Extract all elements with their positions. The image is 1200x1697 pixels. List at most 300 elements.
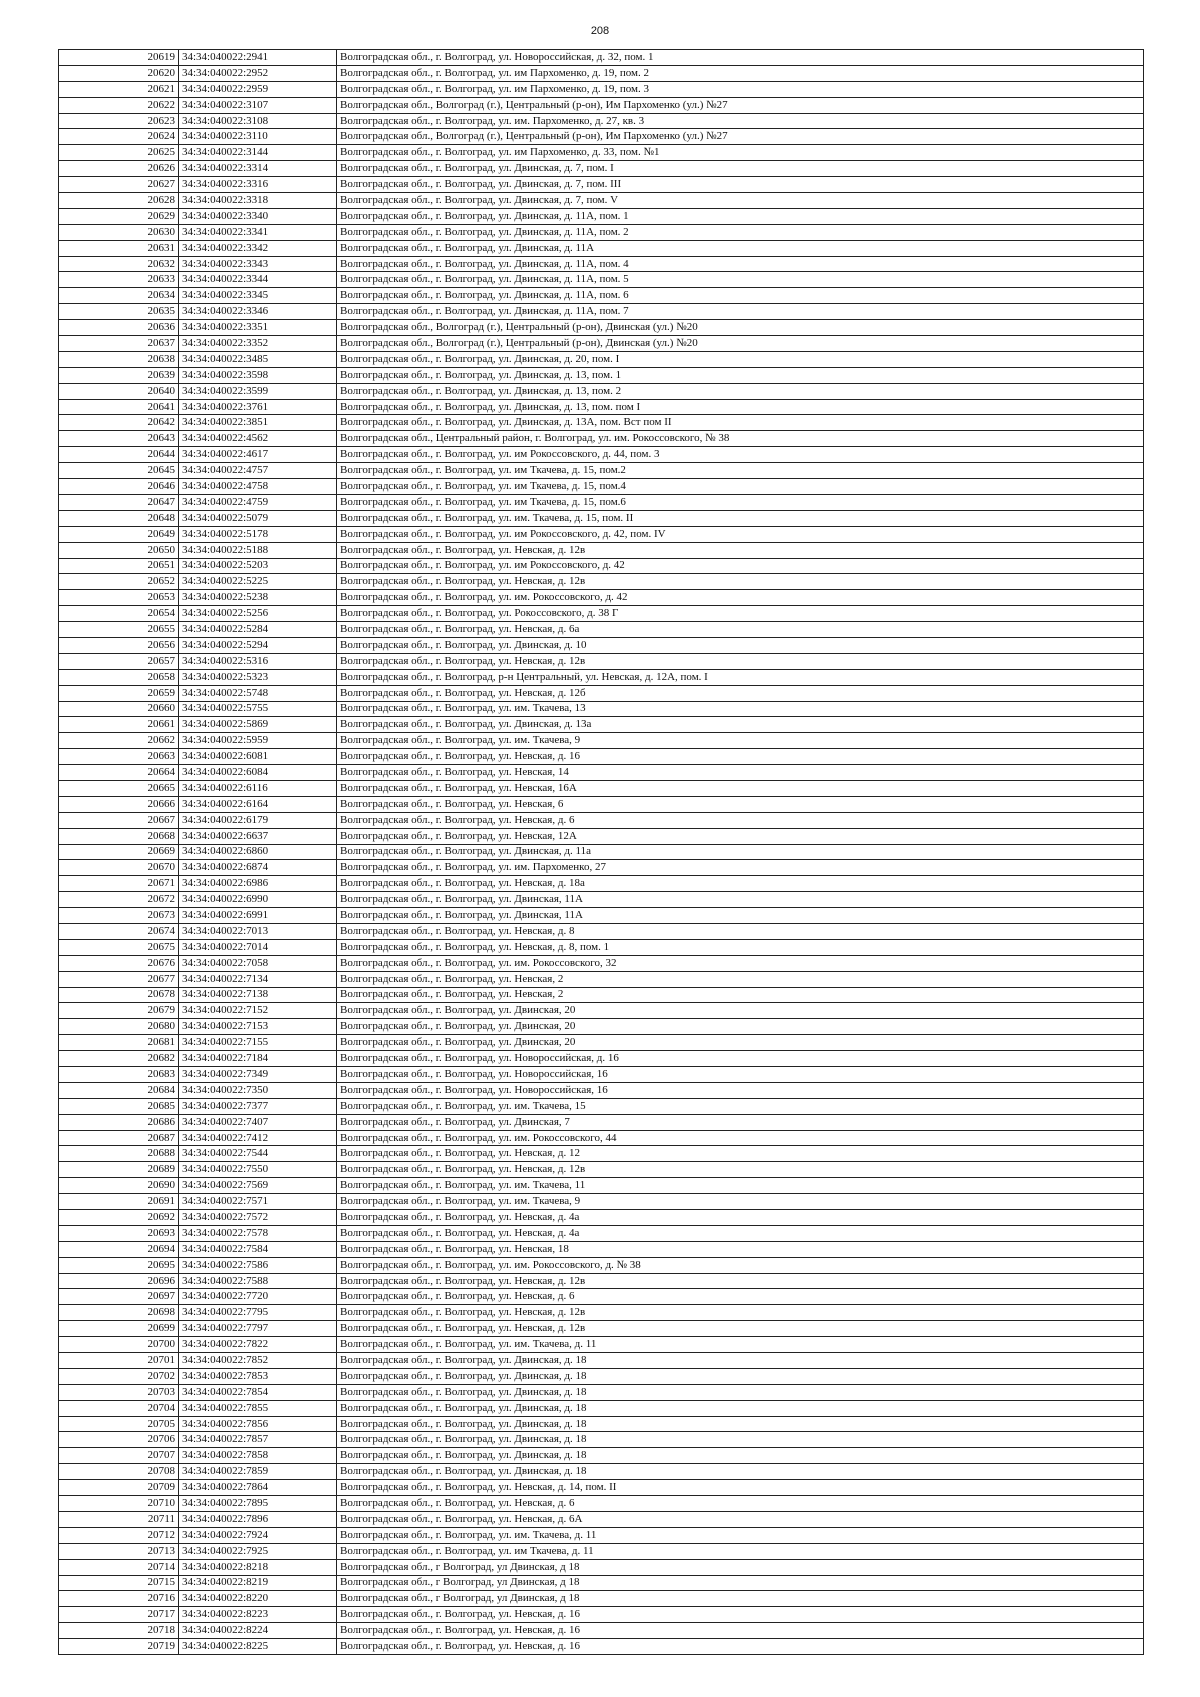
address: Волгоградская обл., г. Волгоград, ул. Невская, д. 16 — [337, 1639, 1144, 1655]
row-number: 20666 — [59, 796, 179, 812]
table-row — [59, 939, 1144, 955]
table-row — [59, 876, 1144, 892]
row-number: 20631 — [59, 240, 179, 256]
row-number: 20703 — [59, 1384, 179, 1400]
table-row — [59, 272, 1144, 288]
address: Волгоградская обл., г. Волгоград, ул. Двинская, д. 13а — [337, 717, 1144, 733]
table-row — [59, 81, 1144, 97]
cadastral-number: 34:34:040022:5755 — [179, 701, 337, 717]
row-number: 20669 — [59, 844, 179, 860]
row-number: 20691 — [59, 1194, 179, 1210]
cadastral-number: 34:34:040022:3342 — [179, 240, 337, 256]
row-number: 20687 — [59, 1130, 179, 1146]
address: Волгоградская обл., г. Волгоград, ул. Новороссийская, д. 32, пом. 1 — [337, 50, 1144, 66]
row-number: 20665 — [59, 780, 179, 796]
row-number: 20620 — [59, 65, 179, 81]
address: Волгоградская обл., г. Волгоград, ул. Невская, 18 — [337, 1241, 1144, 1257]
address: Волгоградская обл., г. Волгоград, ул. им Рокоссовского, д. 42, пом. IV — [337, 526, 1144, 542]
row-number: 20714 — [59, 1559, 179, 1575]
row-number: 20633 — [59, 272, 179, 288]
cadastral-number: 34:34:040022:7588 — [179, 1273, 337, 1289]
cadastral-number: 34:34:040022:6991 — [179, 908, 337, 924]
table-row — [59, 542, 1144, 558]
row-number: 20707 — [59, 1448, 179, 1464]
page-number: 208 — [590, 25, 610, 37]
cadastral-number: 34:34:040022:7014 — [179, 939, 337, 955]
address: Волгоградская обл., г. Волгоград, ул. Невская, д. 18а — [337, 876, 1144, 892]
address: Волгоградская обл., г. Волгоград, ул. Новороссийская, 16 — [337, 1082, 1144, 1098]
cadastral-number: 34:34:040022:7852 — [179, 1353, 337, 1369]
row-number: 20698 — [59, 1305, 179, 1321]
table-row — [59, 1432, 1144, 1448]
table-row — [59, 193, 1144, 209]
table-row — [59, 208, 1144, 224]
table-row — [59, 860, 1144, 876]
row-number: 20629 — [59, 208, 179, 224]
row-number: 20708 — [59, 1464, 179, 1480]
cadastral-number: 34:34:040022:8224 — [179, 1623, 337, 1639]
table-row — [59, 701, 1144, 717]
address: Волгоградская обл., г. Волгоград, ул. Двинская, д. 13, пом. пом I — [337, 399, 1144, 415]
cadastral-number: 34:34:040022:7155 — [179, 1035, 337, 1051]
address: Волгоградская обл., г. Волгоград, ул. Новороссийская, д. 16 — [337, 1051, 1144, 1067]
row-number: 20719 — [59, 1639, 179, 1655]
cadastral-number: 34:34:040022:6164 — [179, 796, 337, 812]
registry-table — [58, 49, 1144, 1655]
table-row — [59, 1416, 1144, 1432]
table-row — [59, 892, 1144, 908]
address: Волгоградская обл., г. Волгоград, ул. Двинская, д. 11А, пом. 6 — [337, 288, 1144, 304]
table-row — [59, 97, 1144, 113]
row-number: 20657 — [59, 653, 179, 669]
address: Волгоградская обл., Волгоград (г.), Центральный (р-он), Двинская (ул.) №20 — [337, 336, 1144, 352]
table-row — [59, 320, 1144, 336]
row-number: 20681 — [59, 1035, 179, 1051]
row-number: 20624 — [59, 129, 179, 145]
address: Волгоградская обл., г. Волгоград, ул. Невская, 2 — [337, 987, 1144, 1003]
table-row — [59, 510, 1144, 526]
row-number: 20688 — [59, 1146, 179, 1162]
table-row — [59, 415, 1144, 431]
address: Волгоградская обл., г. Волгоград, ул. Двинская, д. 18 — [337, 1432, 1144, 1448]
cadastral-number: 34:34:040022:3352 — [179, 336, 337, 352]
cadastral-number: 34:34:040022:3107 — [179, 97, 337, 113]
registry-body — [59, 50, 1144, 1655]
table-row — [59, 1368, 1144, 1384]
row-number: 20649 — [59, 526, 179, 542]
address: Волгоградская обл., г. Волгоград, ул. Невская, д. 12в — [337, 1273, 1144, 1289]
table-row — [59, 431, 1144, 447]
address: Волгоградская обл., г. Волгоград, ул. Двинская, д. 20, пом. I — [337, 351, 1144, 367]
row-number: 20715 — [59, 1575, 179, 1591]
cadastral-number: 34:34:040022:7407 — [179, 1114, 337, 1130]
address: Волгоградская обл., г. Волгоград, ул. им. Ткачева, д. 15, пом. II — [337, 510, 1144, 526]
address: Волгоградская обл., г. Волгоград, ул. Невская, д. 16 — [337, 749, 1144, 765]
table-row — [59, 1559, 1144, 1575]
cadastral-number: 34:34:040022:6874 — [179, 860, 337, 876]
table-row — [59, 1305, 1144, 1321]
address: Волгоградская обл., г. Волгоград, ул. Рокоссовского, д. 38 Г — [337, 606, 1144, 622]
row-number: 20640 — [59, 383, 179, 399]
address: Волгоградская обл., г. Волгоград, ул. Двинская, д. 18 — [337, 1416, 1144, 1432]
row-number: 20685 — [59, 1098, 179, 1114]
row-number: 20692 — [59, 1210, 179, 1226]
row-number: 20670 — [59, 860, 179, 876]
row-number: 20650 — [59, 542, 179, 558]
row-number: 20659 — [59, 685, 179, 701]
address: Волгоградская обл., г Волгоград, ул Двинская, д 18 — [337, 1575, 1144, 1591]
address: Волгоградская обл., г. Волгоград, ул. им. Рокоссовского, д. № 38 — [337, 1257, 1144, 1273]
cadastral-number: 34:34:040022:8225 — [179, 1639, 337, 1655]
table-row — [59, 224, 1144, 240]
cadastral-number: 34:34:040022:5323 — [179, 669, 337, 685]
address: Волгоградская обл., г. Волгоград, ул. им Ткачева, д. 11 — [337, 1543, 1144, 1559]
table-row — [59, 765, 1144, 781]
cadastral-number: 34:34:040022:2941 — [179, 50, 337, 66]
cadastral-number: 34:34:040022:3851 — [179, 415, 337, 431]
table-row — [59, 558, 1144, 574]
row-number: 20694 — [59, 1241, 179, 1257]
address: Волгоградская обл., г. Волгоград, ул. им Рокоссовского, д. 44, пом. 3 — [337, 447, 1144, 463]
table-row — [59, 447, 1144, 463]
row-number: 20621 — [59, 81, 179, 97]
cadastral-number: 34:34:040022:3340 — [179, 208, 337, 224]
address: Волгоградская обл., г. Волгоград, ул. им Пархоменко, д. 19, пом. 3 — [337, 81, 1144, 97]
cadastral-number: 34:34:040022:3761 — [179, 399, 337, 415]
cadastral-number: 34:34:040022:6986 — [179, 876, 337, 892]
cadastral-number: 34:34:040022:7152 — [179, 1003, 337, 1019]
address: Волгоградская обл., г. Волгоград, ул. Двинская, 20 — [337, 1003, 1144, 1019]
row-number: 20651 — [59, 558, 179, 574]
row-number: 20662 — [59, 733, 179, 749]
cadastral-number: 34:34:040022:5079 — [179, 510, 337, 526]
table-row — [59, 304, 1144, 320]
row-number: 20627 — [59, 177, 179, 193]
row-number: 20655 — [59, 622, 179, 638]
table-row — [59, 1527, 1144, 1543]
row-number: 20646 — [59, 479, 179, 495]
table-row — [59, 1448, 1144, 1464]
row-number: 20690 — [59, 1178, 179, 1194]
table-row — [59, 399, 1144, 415]
address: Волгоградская обл., г. Волгоград, ул. Невская, д. 12в — [337, 653, 1144, 669]
cadastral-number: 34:34:040022:8223 — [179, 1607, 337, 1623]
cadastral-number: 34:34:040022:5225 — [179, 574, 337, 590]
row-number: 20696 — [59, 1273, 179, 1289]
row-number: 20632 — [59, 256, 179, 272]
table-row — [59, 1321, 1144, 1337]
row-number: 20684 — [59, 1082, 179, 1098]
row-number: 20622 — [59, 97, 179, 113]
row-number: 20668 — [59, 828, 179, 844]
row-number: 20673 — [59, 908, 179, 924]
address: Волгоградская обл., г. Волгоград, ул. Двинская, д. 13А, пом. Вст пом II — [337, 415, 1144, 431]
row-number: 20704 — [59, 1400, 179, 1416]
row-number: 20635 — [59, 304, 179, 320]
address: Волгоградская обл., г. Волгоград, ул. Невская, 14 — [337, 765, 1144, 781]
address: Волгоградская обл., г. Волгоград, ул. им Ткачева, д. 15, пом.4 — [337, 479, 1144, 495]
address: Волгоградская обл., г. Волгоград, ул. Двинская, д. 11А, пом. 2 — [337, 224, 1144, 240]
cadastral-number: 34:34:040022:7857 — [179, 1432, 337, 1448]
table-row — [59, 1082, 1144, 1098]
cadastral-number: 34:34:040022:5188 — [179, 542, 337, 558]
cadastral-number: 34:34:040022:7013 — [179, 923, 337, 939]
table-row — [59, 828, 1144, 844]
address: Волгоградская обл., г. Волгоград, ул. им. Ткачева, 9 — [337, 1194, 1144, 1210]
address: Волгоградская обл., Волгоград (г.), Центральный (р-он), Им Пархоменко (ул.) №27 — [337, 129, 1144, 145]
cadastral-number: 34:34:040022:7822 — [179, 1337, 337, 1353]
row-number: 20667 — [59, 812, 179, 828]
row-number: 20628 — [59, 193, 179, 209]
table-row — [59, 669, 1144, 685]
address: Волгоградская обл., г. Волгоград, ул. Невская, д. 12в — [337, 542, 1144, 558]
address: Волгоградская обл., г. Волгоград, ул. Невская, д. 6 — [337, 1289, 1144, 1305]
address: Волгоградская обл., г. Волгоград, ул. Двинская, 11А — [337, 892, 1144, 908]
table-row — [59, 1607, 1144, 1623]
address: Волгоградская обл., Волгоград (г.), Центральный (р-он), Двинская (ул.) №20 — [337, 320, 1144, 336]
table-row — [59, 1146, 1144, 1162]
row-number: 20717 — [59, 1607, 179, 1623]
row-number: 20641 — [59, 399, 179, 415]
cadastral-number: 34:34:040022:3314 — [179, 161, 337, 177]
table-row — [59, 383, 1144, 399]
table-row — [59, 1480, 1144, 1496]
row-number: 20697 — [59, 1289, 179, 1305]
address: Волгоградская обл., г. Волгоград, ул. Невская, д. 16 — [337, 1607, 1144, 1623]
cadastral-number: 34:34:040022:7797 — [179, 1321, 337, 1337]
address: Волгоградская обл., г. Волгоград, р-н Центральный, ул. Невская, д. 12А, пом. I — [337, 669, 1144, 685]
address: Волгоградская обл., г. Волгоград, ул. Невская, д. 12 — [337, 1146, 1144, 1162]
address: Волгоградская обл., г. Волгоград, ул. Двинская, д. 11А, пом. 1 — [337, 208, 1144, 224]
table-row — [59, 1353, 1144, 1369]
cadastral-number: 34:34:040022:6084 — [179, 765, 337, 781]
cadastral-number: 34:34:040022:7138 — [179, 987, 337, 1003]
address: Волгоградская обл., г. Волгоград, ул. Невская, д. 4а — [337, 1210, 1144, 1226]
cadastral-number: 34:34:040022:7795 — [179, 1305, 337, 1321]
table-row — [59, 1289, 1144, 1305]
cadastral-number: 34:34:040022:7584 — [179, 1241, 337, 1257]
address: Волгоградская обл., г. Волгоград, ул. Невская, д. 12в — [337, 1321, 1144, 1337]
row-number: 20711 — [59, 1511, 179, 1527]
cadastral-number: 34:34:040022:7134 — [179, 971, 337, 987]
table-row — [59, 733, 1144, 749]
address: Волгоградская обл., г. Волгоград, ул. им Ткачева, д. 15, пом.2 — [337, 463, 1144, 479]
table-row — [59, 923, 1144, 939]
address: Волгоградская обл., г. Волгоград, ул. Невская, 12А — [337, 828, 1144, 844]
address: Волгоградская обл., г. Волгоград, ул. им. Ткачева, д. 11 — [337, 1337, 1144, 1353]
row-number: 20634 — [59, 288, 179, 304]
table-row — [59, 1639, 1144, 1655]
table-row — [59, 129, 1144, 145]
address: Волгоградская обл., г Волгоград, ул Двинская, д 18 — [337, 1559, 1144, 1575]
address: Волгоградская обл., г. Волгоград, ул. Невская, 2 — [337, 971, 1144, 987]
address: Волгоградская обл., г. Волгоград, ул. им. Пархоменко, д. 27, кв. 3 — [337, 113, 1144, 129]
table-row — [59, 256, 1144, 272]
address: Волгоградская обл., г. Волгоград, ул. им. Ткачева, 11 — [337, 1178, 1144, 1194]
table-row — [59, 494, 1144, 510]
table-row — [59, 288, 1144, 304]
row-number: 20638 — [59, 351, 179, 367]
table-row — [59, 780, 1144, 796]
cadastral-number: 34:34:040022:6116 — [179, 780, 337, 796]
row-number: 20661 — [59, 717, 179, 733]
row-number: 20710 — [59, 1496, 179, 1512]
table-row — [59, 1035, 1144, 1051]
cadastral-number: 34:34:040022:7859 — [179, 1464, 337, 1480]
table-row — [59, 1575, 1144, 1591]
row-number: 20679 — [59, 1003, 179, 1019]
address: Волгоградская обл., г. Волгоград, ул. Невская, д. 16 — [337, 1623, 1144, 1639]
cadastral-number: 34:34:040022:4759 — [179, 494, 337, 510]
table-row — [59, 1178, 1144, 1194]
cadastral-number: 34:34:040022:7856 — [179, 1416, 337, 1432]
address: Волгоградская обл., г. Волгоград, ул. Двинская, д. 13, пом. 2 — [337, 383, 1144, 399]
cadastral-number: 34:34:040022:4758 — [179, 479, 337, 495]
cadastral-number: 34:34:040022:7858 — [179, 1448, 337, 1464]
row-number: 20709 — [59, 1480, 179, 1496]
address: Волгоградская обл., г. Волгоград, ул. Двинская, д. 13, пом. 1 — [337, 367, 1144, 383]
row-number: 20639 — [59, 367, 179, 383]
address: Волгоградская обл., г. Волгоград, ул. Двинская, д. 7, пом. V — [337, 193, 1144, 209]
cadastral-number: 34:34:040022:5748 — [179, 685, 337, 701]
cadastral-number: 34:34:040022:3351 — [179, 320, 337, 336]
cadastral-number: 34:34:040022:6081 — [179, 749, 337, 765]
row-number: 20652 — [59, 574, 179, 590]
cadastral-number: 34:34:040022:7412 — [179, 1130, 337, 1146]
address: Волгоградская обл., г. Волгоград, ул. Двинская, д. 18 — [337, 1464, 1144, 1480]
row-number: 20680 — [59, 1019, 179, 1035]
address: Волгоградская обл., г. Волгоград, ул. Двинская, 11А — [337, 908, 1144, 924]
table-row — [59, 1623, 1144, 1639]
cadastral-number: 34:34:040022:3316 — [179, 177, 337, 193]
address: Волгоградская обл., г. Волгоград, ул. им. Рокоссовского, 32 — [337, 955, 1144, 971]
table-row — [59, 1496, 1144, 1512]
table-row — [59, 1337, 1144, 1353]
row-number: 20645 — [59, 463, 179, 479]
table-row — [59, 1194, 1144, 1210]
cadastral-number: 34:34:040022:5178 — [179, 526, 337, 542]
table-row — [59, 1225, 1144, 1241]
address: Волгоградская обл., г. Волгоград, ул. Двинская, д. 18 — [337, 1353, 1144, 1369]
table-row — [59, 145, 1144, 161]
address: Волгоградская обл., г. Волгоград, ул. Двинская, д. 18 — [337, 1448, 1144, 1464]
address: Волгоградская обл., г. Волгоград, ул. Невская, д. 6а — [337, 622, 1144, 638]
cadastral-number: 34:34:040022:6637 — [179, 828, 337, 844]
address: Волгоградская обл., г. Волгоград, ул. Невская, д. 12в — [337, 1162, 1144, 1178]
table-row — [59, 113, 1144, 129]
table-row — [59, 1130, 1144, 1146]
address: Волгоградская обл., г. Волгоград, ул. Невская, д. 6 — [337, 1496, 1144, 1512]
row-number: 20712 — [59, 1527, 179, 1543]
cadastral-number: 34:34:040022:7544 — [179, 1146, 337, 1162]
cadastral-number: 34:34:040022:7349 — [179, 1067, 337, 1083]
row-number: 20672 — [59, 892, 179, 908]
cadastral-number: 34:34:040022:7550 — [179, 1162, 337, 1178]
row-number: 20686 — [59, 1114, 179, 1130]
cadastral-number: 34:34:040022:7058 — [179, 955, 337, 971]
address: Волгоградская обл., г. Волгоград, ул. Двинская, д. 11А, пом. 4 — [337, 256, 1144, 272]
table-row — [59, 50, 1144, 66]
table-row — [59, 685, 1144, 701]
cadastral-number: 34:34:040022:5256 — [179, 606, 337, 622]
address: Волгоградская обл., г. Волгоград, ул. Двинская, д. 11А, пом. 7 — [337, 304, 1144, 320]
address: Волгоградская обл., г. Волгоград, ул. им. Рокоссовского, 44 — [337, 1130, 1144, 1146]
table-row — [59, 1098, 1144, 1114]
cadastral-number: 34:34:040022:5284 — [179, 622, 337, 638]
address: Волгоградская обл., г. Волгоград, ул. им. Ткачева, 9 — [337, 733, 1144, 749]
row-number: 20671 — [59, 876, 179, 892]
row-number: 20653 — [59, 590, 179, 606]
address: Волгоградская обл., г. Волгоград, ул. им. Рокоссовского, д. 42 — [337, 590, 1144, 606]
address: Волгоградская обл., г. Волгоград, ул. Невская, д. 4а — [337, 1225, 1144, 1241]
row-number: 20643 — [59, 431, 179, 447]
address: Волгоградская обл., г. Волгоград, ул. им Ткачева, д. 15, пом.6 — [337, 494, 1144, 510]
cadastral-number: 34:34:040022:7864 — [179, 1480, 337, 1496]
address: Волгоградская обл., г. Волгоград, ул. Невская, д. 12б — [337, 685, 1144, 701]
table-row — [59, 574, 1144, 590]
address: Волгоградская обл., г. Волгоград, ул. Двинская, д. 11а — [337, 844, 1144, 860]
cadastral-number: 34:34:040022:3485 — [179, 351, 337, 367]
table-row — [59, 971, 1144, 987]
row-number: 20677 — [59, 971, 179, 987]
address: Волгоградская обл., г. Волгоград, ул. им. Ткачева, 15 — [337, 1098, 1144, 1114]
table-row — [59, 908, 1144, 924]
row-number: 20660 — [59, 701, 179, 717]
address: Волгоградская обл., г. Волгоград, ул. Двинская, д. 18 — [337, 1368, 1144, 1384]
table-row — [59, 177, 1144, 193]
row-number: 20647 — [59, 494, 179, 510]
cadastral-number: 34:34:040022:4757 — [179, 463, 337, 479]
cadastral-number: 34:34:040022:3110 — [179, 129, 337, 145]
table-row — [59, 1273, 1144, 1289]
cadastral-number: 34:34:040022:7571 — [179, 1194, 337, 1210]
cadastral-number: 34:34:040022:3344 — [179, 272, 337, 288]
cadastral-number: 34:34:040022:4562 — [179, 431, 337, 447]
cadastral-number: 34:34:040022:7153 — [179, 1019, 337, 1035]
table-row — [59, 1591, 1144, 1607]
row-number: 20664 — [59, 765, 179, 781]
address: Волгоградская обл., г. Волгоград, ул. Двинская, д. 18 — [337, 1400, 1144, 1416]
address: Волгоградская обл., г. Волгоград, ул. Двинская, д. 11А, пом. 5 — [337, 272, 1144, 288]
table-row — [59, 717, 1144, 733]
address: Волгоградская обл., г. Волгоград, ул. Двинская, д. 10 — [337, 637, 1144, 653]
address: Волгоградская обл., г. Волгоград, ул. Невская, д. 6 — [337, 812, 1144, 828]
row-number: 20699 — [59, 1321, 179, 1337]
address: Волгоградская обл., г. Волгоград, ул. Невская, д. 14, пом. II — [337, 1480, 1144, 1496]
row-number: 20626 — [59, 161, 179, 177]
table-row — [59, 1067, 1144, 1083]
row-number: 20702 — [59, 1368, 179, 1384]
address: Волгоградская обл., г. Волгоград, ул. Двинская, 7 — [337, 1114, 1144, 1130]
address: Волгоградская обл., г. Волгоград, ул. Невская, д. 12в — [337, 574, 1144, 590]
cadastral-number: 34:34:040022:3108 — [179, 113, 337, 129]
table-row — [59, 463, 1144, 479]
row-number: 20644 — [59, 447, 179, 463]
address: Волгоградская обл., г. Волгоград, ул. Невская, 6 — [337, 796, 1144, 812]
address: Волгоградская обл., г. Волгоград, ул. им Рокоссовского, д. 42 — [337, 558, 1144, 574]
row-number: 20693 — [59, 1225, 179, 1241]
table-row — [59, 749, 1144, 765]
cadastral-number: 34:34:040022:5869 — [179, 717, 337, 733]
row-number: 20678 — [59, 987, 179, 1003]
cadastral-number: 34:34:040022:3144 — [179, 145, 337, 161]
address: Волгоградская обл., г. Волгоград, ул. Невская, 16А — [337, 780, 1144, 796]
address: Волгоградская обл., г. Волгоград, ул. Двинская, д. 7, пом. I — [337, 161, 1144, 177]
table-row — [59, 1543, 1144, 1559]
table-row — [59, 622, 1144, 638]
address: Волгоградская обл., г. Волгоград, ул. им. Ткачева, д. 11 — [337, 1527, 1144, 1543]
table-row — [59, 844, 1144, 860]
